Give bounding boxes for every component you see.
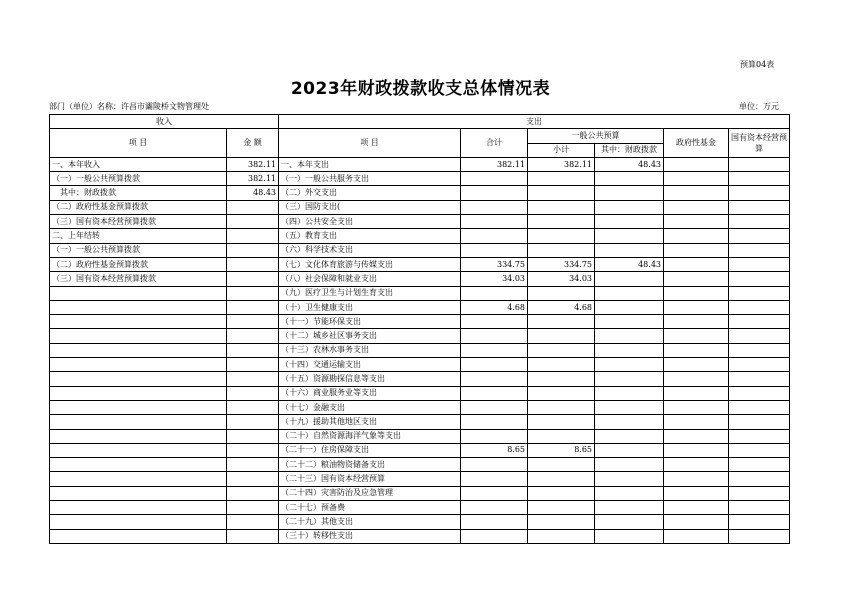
total-cell	[461, 286, 528, 300]
income-amount-cell	[227, 257, 279, 271]
income-item-cell	[50, 529, 227, 543]
income-item-cell	[50, 486, 227, 500]
expense-item-cell: （二十一）住房保障支出	[279, 443, 461, 457]
expense-header: 支出	[279, 115, 790, 129]
gov-fund-cell	[664, 372, 729, 386]
subtotal-cell	[528, 386, 595, 400]
expense-item-cell: （八）社会保障和就业支出	[279, 272, 461, 286]
expense-item-cell: （十九）援助其他地区支出	[279, 415, 461, 429]
income-item-cell	[50, 501, 227, 515]
table-row	[50, 200, 790, 214]
income-item-cell	[50, 443, 227, 457]
fiscal-allocation-cell	[595, 272, 664, 286]
state-capital-cell	[729, 458, 790, 472]
subtotal-cell: 4.68	[528, 300, 595, 314]
subtotal-cell	[528, 458, 595, 472]
header-row-1	[50, 115, 790, 129]
income-item-cell: （一）一般公共预算拨款	[50, 243, 227, 257]
gov-fund-cell	[664, 315, 729, 329]
gov-fund-cell	[664, 300, 729, 314]
fiscal-allocation-cell	[595, 358, 664, 372]
subtotal-cell: 8.65	[528, 443, 595, 457]
state-capital-cell	[729, 372, 790, 386]
total-cell: 334.75	[461, 257, 528, 271]
income-item-cell	[50, 286, 227, 300]
fiscal-allocation-cell	[595, 243, 664, 257]
gov-fund-cell	[664, 343, 729, 357]
income-amount-cell: 382.11	[227, 157, 279, 171]
total-cell	[461, 429, 528, 443]
income-amount-cell: 48.43	[227, 186, 279, 200]
state-capital-cell	[729, 529, 790, 543]
gov-fund-cell	[664, 243, 729, 257]
income-item-cell	[50, 300, 227, 314]
fiscal-allocation-cell	[595, 300, 664, 314]
income-amount-cell	[227, 529, 279, 543]
table-row	[50, 515, 790, 529]
table-row	[50, 272, 790, 286]
income-item-cell	[50, 386, 227, 400]
state-capital-cell	[729, 200, 790, 214]
state-capital-cell	[729, 315, 790, 329]
fiscal-allocation-cell	[595, 186, 664, 200]
state-capital-cell	[729, 172, 790, 186]
table-row	[50, 243, 790, 257]
expense-item-cell: （三）国防支出(	[279, 200, 461, 214]
expense-item-cell: （七）文化体育旅游与传媒支出	[279, 257, 461, 271]
income-item-cell	[50, 472, 227, 486]
fiscal-allocation-cell	[595, 343, 664, 357]
expense-item-cell: （四）公共安全支出	[279, 215, 461, 229]
income-item-cell	[50, 458, 227, 472]
table-row	[50, 358, 790, 372]
state-capital-cell	[729, 186, 790, 200]
fiscal-allocation-cell	[595, 515, 664, 529]
income-item-cell: （三）国有资本经营预算拨款	[50, 215, 227, 229]
total-cell	[461, 343, 528, 357]
total-cell: 34.03	[461, 272, 528, 286]
gov-fund-cell	[664, 358, 729, 372]
fiscal-allocation-cell	[595, 501, 664, 515]
expense-item-cell: （二）外交支出	[279, 186, 461, 200]
total-cell	[461, 358, 528, 372]
expense-item-cell: （二十三）国有资本经营预算	[279, 472, 461, 486]
table-row	[50, 386, 790, 400]
fiscal-allocation-cell	[595, 415, 664, 429]
income-amount-cell: 382.11	[227, 172, 279, 186]
table-row	[50, 472, 790, 486]
income-item-cell: 其中：财政拨款	[50, 186, 227, 200]
subtotal-cell	[528, 415, 595, 429]
subtotal-cell	[528, 400, 595, 414]
table-row	[50, 300, 790, 314]
gov-fund-cell	[664, 501, 729, 515]
total-cell	[461, 315, 528, 329]
fiscal-allocation-cell	[595, 443, 664, 457]
form-number: 预算04表	[740, 60, 775, 69]
state-capital-cell	[729, 501, 790, 515]
state-capital-cell	[729, 472, 790, 486]
general-budget-header: 一般公共预算	[528, 129, 664, 143]
subtotal-cell	[528, 529, 595, 543]
table-row	[50, 501, 790, 515]
gov-fund-cell	[664, 215, 729, 229]
gov-fund-cell	[664, 286, 729, 300]
fiscal-allocation-cell: 48.43	[595, 257, 664, 271]
state-capital-cell	[729, 415, 790, 429]
income-header: 收入	[50, 115, 279, 129]
income-amount-cell	[227, 372, 279, 386]
total-cell	[461, 529, 528, 543]
subtotal-header: 小计	[528, 143, 595, 157]
state-capital-cell	[729, 443, 790, 457]
state-capital-cell	[729, 486, 790, 500]
total-cell	[461, 329, 528, 343]
gov-fund-cell	[664, 472, 729, 486]
gov-fund-cell	[664, 415, 729, 429]
state-capital-cell	[729, 386, 790, 400]
fiscal-allocation-cell	[595, 315, 664, 329]
income-amount-cell	[227, 272, 279, 286]
page-title: 2023年财政拨款收支总体情况表	[290, 79, 551, 99]
fiscal-allocation-cell	[595, 458, 664, 472]
income-item-cell	[50, 415, 227, 429]
table-row	[50, 172, 790, 186]
fiscal-allocation-cell	[595, 329, 664, 343]
fiscal-allocation-cell	[595, 472, 664, 486]
gov-fund-header: 政府性基金	[664, 129, 729, 158]
fiscal-allocation-header: 其中：财政拨款	[595, 143, 664, 157]
subtotal-cell: 34.03	[528, 272, 595, 286]
subtotal-cell	[528, 200, 595, 214]
gov-fund-cell	[664, 329, 729, 343]
income-amount-cell	[227, 472, 279, 486]
state-capital-cell	[729, 515, 790, 529]
income-item-cell	[50, 358, 227, 372]
total-cell	[461, 172, 528, 186]
income-item-cell	[50, 343, 227, 357]
total-cell	[461, 386, 528, 400]
fiscal-allocation-cell	[595, 215, 664, 229]
gov-fund-cell	[664, 200, 729, 214]
table-row	[50, 486, 790, 500]
total-cell	[461, 229, 528, 243]
income-amount-cell	[227, 358, 279, 372]
subtotal-cell	[528, 343, 595, 357]
state-capital-header: 国有资本经营预算	[729, 129, 790, 158]
state-capital-cell	[729, 215, 790, 229]
state-capital-cell	[729, 243, 790, 257]
income-amount-cell	[227, 300, 279, 314]
gov-fund-cell	[664, 386, 729, 400]
state-capital-cell	[729, 272, 790, 286]
income-item-cell	[50, 515, 227, 529]
income-amount-cell	[227, 429, 279, 443]
total-cell	[461, 472, 528, 486]
gov-fund-cell	[664, 486, 729, 500]
subtotal-cell	[528, 172, 595, 186]
gov-fund-cell	[664, 186, 729, 200]
subtotal-cell	[528, 472, 595, 486]
income-amount-cell	[227, 329, 279, 343]
state-capital-cell	[729, 400, 790, 414]
table-row	[50, 429, 790, 443]
total-cell	[461, 186, 528, 200]
income-amount-cell	[227, 515, 279, 529]
gov-fund-cell	[664, 443, 729, 457]
income-amount-cell	[227, 286, 279, 300]
subtotal-cell	[528, 515, 595, 529]
income-item-cell	[50, 372, 227, 386]
income-item-cell: 一、本年收入	[50, 157, 227, 171]
table-row	[50, 372, 790, 386]
subtotal-cell	[528, 329, 595, 343]
state-capital-cell	[729, 257, 790, 271]
gov-fund-cell	[664, 172, 729, 186]
subtotal-cell: 382.11	[528, 157, 595, 171]
income-amount-cell	[227, 243, 279, 257]
table-row	[50, 329, 790, 343]
header-row-2	[50, 129, 790, 143]
expense-item-cell: （二十九）其他支出	[279, 515, 461, 529]
fiscal-allocation-cell	[595, 372, 664, 386]
total-cell: 382.11	[461, 157, 528, 171]
income-amount-cell	[227, 386, 279, 400]
table-row	[50, 400, 790, 414]
income-amount-cell	[227, 229, 279, 243]
gov-fund-cell	[664, 157, 729, 171]
table-row	[50, 286, 790, 300]
subtotal-cell	[528, 486, 595, 500]
income-item-cell	[50, 315, 227, 329]
fiscal-allocation-cell	[595, 529, 664, 543]
expense-item-cell: （五）教育支出	[279, 229, 461, 243]
income-amount-cell	[227, 443, 279, 457]
subtotal-cell	[528, 429, 595, 443]
fiscal-allocation-cell: 48.43	[595, 157, 664, 171]
table-row	[50, 415, 790, 429]
gov-fund-cell	[664, 229, 729, 243]
income-item-header: 项 目	[50, 129, 227, 158]
income-amount-cell	[227, 315, 279, 329]
subtotal-cell	[528, 229, 595, 243]
income-item-cell: （一）一般公共预算拨款	[50, 172, 227, 186]
state-capital-cell	[729, 300, 790, 314]
subtotal-cell	[528, 186, 595, 200]
table-row	[50, 443, 790, 457]
income-amount-cell	[227, 200, 279, 214]
income-amount-header: 金 额	[227, 129, 279, 158]
fiscal-allocation-cell	[595, 486, 664, 500]
subtotal-cell: 334.75	[528, 257, 595, 271]
income-amount-cell	[227, 458, 279, 472]
subtotal-cell	[528, 315, 595, 329]
gov-fund-cell	[664, 272, 729, 286]
table-row	[50, 257, 790, 271]
fiscal-allocation-cell	[595, 229, 664, 243]
total-cell	[461, 415, 528, 429]
state-capital-cell	[729, 358, 790, 372]
fiscal-allocation-cell	[595, 200, 664, 214]
total-header: 合计	[461, 129, 528, 158]
expense-item-cell: （一）一般公共服务支出	[279, 172, 461, 186]
table-row	[50, 458, 790, 472]
table-row	[50, 215, 790, 229]
fiscal-allocation-cell	[595, 286, 664, 300]
table-row	[50, 229, 790, 243]
expense-item-header: 项 目	[279, 129, 461, 158]
total-cell	[461, 501, 528, 515]
budget-table	[49, 114, 790, 544]
state-capital-cell	[729, 429, 790, 443]
income-amount-cell	[227, 400, 279, 414]
expense-item-cell: （二十四）灾害防治及应急管理	[279, 486, 461, 500]
total-cell	[461, 243, 528, 257]
expense-item-cell: （二十七）预备费	[279, 501, 461, 515]
income-item-cell	[50, 429, 227, 443]
subtotal-cell	[528, 501, 595, 515]
gov-fund-cell	[664, 400, 729, 414]
fiscal-allocation-cell	[595, 386, 664, 400]
gov-fund-cell	[664, 458, 729, 472]
expense-item-cell: （十七）金融支出	[279, 400, 461, 414]
subtotal-cell	[528, 215, 595, 229]
department-name: 部门（单位）名称：许昌市灞陵桥文物管理处	[49, 102, 209, 111]
income-item-cell: （二）政府性基金预算拨款	[50, 257, 227, 271]
total-cell	[461, 486, 528, 500]
unit-label: 单位：万元	[739, 102, 779, 111]
total-cell: 8.65	[461, 443, 528, 457]
expense-item-cell: （二十二）粮油物资储备支出	[279, 458, 461, 472]
expense-item-cell: （二十）自然资源海洋气象等支出	[279, 429, 461, 443]
total-cell	[461, 515, 528, 529]
income-item-cell: （三）国有资本经营预算拨款	[50, 272, 227, 286]
table-row	[50, 343, 790, 357]
income-item-cell	[50, 329, 227, 343]
income-amount-cell	[227, 415, 279, 429]
state-capital-cell	[729, 157, 790, 171]
expense-item-cell: （三十）转移性支出	[279, 529, 461, 543]
total-cell	[461, 215, 528, 229]
expense-item-cell: （十六）商业服务业等支出	[279, 386, 461, 400]
gov-fund-cell	[664, 515, 729, 529]
total-cell: 4.68	[461, 300, 528, 314]
expense-item-cell: （六）科学技术支出	[279, 243, 461, 257]
state-capital-cell	[729, 329, 790, 343]
expense-item-cell: 一、本年支出	[279, 157, 461, 171]
total-cell	[461, 372, 528, 386]
state-capital-cell	[729, 343, 790, 357]
table-row	[50, 529, 790, 543]
table-row	[50, 157, 790, 171]
income-amount-cell	[227, 215, 279, 229]
total-cell	[461, 200, 528, 214]
income-amount-cell	[227, 486, 279, 500]
table-row	[50, 186, 790, 200]
total-cell	[461, 458, 528, 472]
subtotal-cell	[528, 243, 595, 257]
state-capital-cell	[729, 286, 790, 300]
income-amount-cell	[227, 343, 279, 357]
fiscal-allocation-cell	[595, 172, 664, 186]
fiscal-allocation-cell	[595, 400, 664, 414]
total-cell	[461, 400, 528, 414]
subtotal-cell	[528, 286, 595, 300]
subtotal-cell	[528, 358, 595, 372]
table-row	[50, 315, 790, 329]
expense-item-cell: （九）医疗卫生与计划生育支出	[279, 286, 461, 300]
expense-item-cell: （十）卫生健康支出	[279, 300, 461, 314]
expense-item-cell: （十一）节能环保支出	[279, 315, 461, 329]
expense-item-cell: （十五）资源勘探信息等支出	[279, 372, 461, 386]
income-item-cell: （二）政府性基金预算拨款	[50, 200, 227, 214]
income-item-cell: 二、上年结转	[50, 229, 227, 243]
state-capital-cell	[729, 229, 790, 243]
subtotal-cell	[528, 372, 595, 386]
fiscal-allocation-cell	[595, 429, 664, 443]
gov-fund-cell	[664, 429, 729, 443]
income-amount-cell	[227, 501, 279, 515]
expense-item-cell: （十二）城乡社区事务支出	[279, 329, 461, 343]
gov-fund-cell	[664, 529, 729, 543]
gov-fund-cell	[664, 257, 729, 271]
expense-item-cell: （十四）交通运输支出	[279, 358, 461, 372]
expense-item-cell: （十三）农林水事务支出	[279, 343, 461, 357]
income-item-cell	[50, 400, 227, 414]
